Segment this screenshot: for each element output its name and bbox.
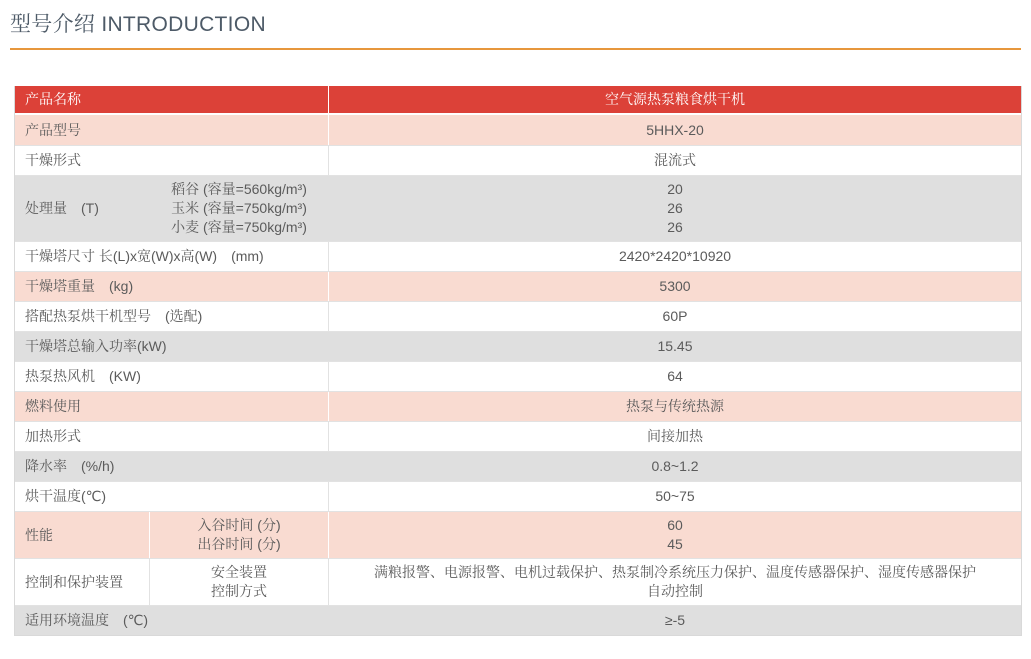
table-row [15, 301, 1021, 331]
row-value [328, 176, 1021, 241]
table-row [15, 331, 1021, 361]
value-line: 热泵与传统热源 [626, 398, 724, 414]
row-value [328, 512, 1021, 558]
table-row [15, 511, 1021, 558]
row-value [328, 242, 1021, 271]
row-value [328, 482, 1021, 511]
header-value: 空气源热泵粮食烘干机 [328, 86, 1021, 113]
value-line: 0.8~1.2 [651, 458, 699, 474]
table-row [15, 271, 1021, 301]
value-line: 15.45 [657, 338, 693, 354]
row-value [328, 146, 1021, 175]
row-value [328, 452, 1021, 481]
row-sublabel [149, 559, 328, 605]
row-label: 性能 [25, 526, 53, 543]
row-value [328, 272, 1021, 301]
sublabel-line: 小麦 (容量=750kg/m³) [171, 219, 307, 235]
value-line: ≥-5 [664, 612, 686, 628]
row-value [328, 115, 1021, 145]
value-line: 64 [667, 368, 683, 384]
table-body [15, 115, 1021, 635]
table-row [15, 115, 1021, 145]
sublabel-line: 出谷时间 (分) [197, 536, 281, 552]
sublabel-line: 安全装置 [211, 564, 267, 580]
table-row [15, 481, 1021, 511]
row-value [328, 606, 1021, 635]
table-row [15, 421, 1021, 451]
value-line: 60P [662, 308, 688, 324]
row-label: 干燥形式 [25, 152, 81, 168]
title-underline [10, 48, 1021, 50]
row-label: 燃料使用 [25, 398, 81, 414]
page-title: 型号介绍 INTRODUCTION [10, 13, 266, 36]
value-line: 5300 [659, 278, 691, 294]
value-line: 5HHX-20 [646, 121, 704, 138]
row-value [328, 422, 1021, 451]
sublabel-line: 稻谷 (容量=560kg/m³) [171, 181, 307, 197]
value-line: 间接加热 [647, 428, 703, 444]
table-row [15, 391, 1021, 421]
value-line: 自动控制 [647, 583, 703, 599]
table-row [15, 145, 1021, 175]
value-line: 26 [667, 219, 683, 235]
row-label: 适用环境温度 (℃) [25, 612, 149, 628]
value-line: 60 [667, 517, 683, 533]
table-row [15, 241, 1021, 271]
value-line: 满粮报警、电源报警、电机过载保护、热泵制冷系统压力保护、温度传感器保护、湿度传感器保护 [374, 564, 976, 580]
table-row [15, 558, 1021, 605]
row-sublabel [149, 176, 328, 241]
table-row [15, 451, 1021, 481]
row-value [328, 362, 1021, 391]
row-label: 加热形式 [25, 428, 81, 444]
row-label: 控制和保护装置 [25, 573, 123, 590]
table-row [15, 605, 1021, 635]
sublabel-line: 玉米 (容量=750kg/m³) [171, 200, 307, 216]
page [0, 12, 1031, 636]
row-label: 干燥塔尺寸 长(L)x宽(W)x高(W) (mm) [25, 248, 264, 264]
table-row [15, 175, 1021, 241]
table-header-row [15, 86, 1021, 115]
sublabel-line: 控制方式 [211, 583, 267, 599]
row-label: 产品型号 [25, 121, 81, 138]
row-label: 热泵热风机 (KW) [25, 368, 141, 384]
row-value [328, 392, 1021, 421]
row-sublabel [149, 512, 328, 558]
row-label: 降水率 (%/h) [25, 458, 115, 474]
header-label: 产品名称 [25, 91, 81, 107]
value-line: 20 [667, 181, 683, 197]
value-line: 50~75 [655, 488, 695, 504]
spec-table [14, 86, 1022, 636]
value-line: 混流式 [654, 152, 696, 168]
row-label: 烘干温度(℃) [25, 488, 107, 504]
sublabel-line: 入谷时间 (分) [197, 517, 281, 533]
row-label: 干燥塔总输入功率(kW) [25, 338, 167, 354]
row-value [328, 302, 1021, 331]
row-label: 干燥塔重量 (kg) [25, 278, 134, 294]
table-row [15, 361, 1021, 391]
row-label: 处理量 (T) [25, 200, 99, 216]
row-value [328, 559, 1021, 605]
value-line: 26 [667, 200, 683, 216]
row-label: 搭配热泵烘干机型号 (选配) [25, 308, 203, 324]
row-value [328, 332, 1021, 361]
value-line: 2420*2420*10920 [618, 248, 732, 264]
value-line: 45 [667, 536, 683, 552]
